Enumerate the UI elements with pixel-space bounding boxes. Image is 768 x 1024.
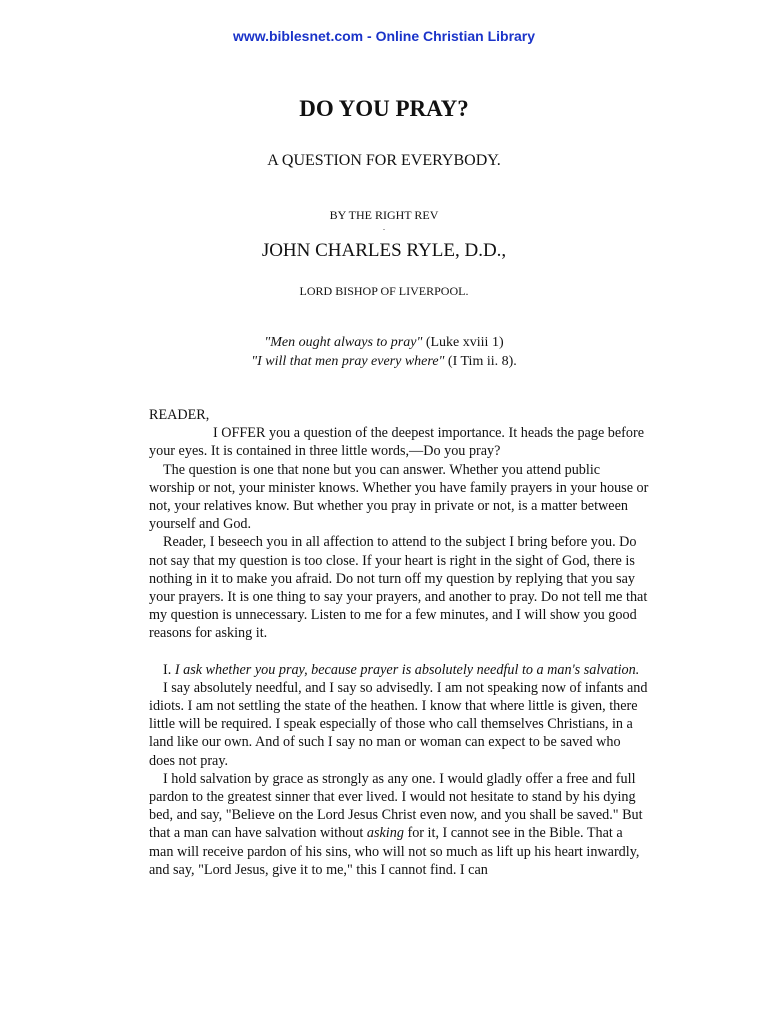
author-name: JOHN CHARLES RYLE, D.D., — [261, 240, 507, 261]
epigraph-ref: (I Tim ii. 8). — [444, 354, 517, 369]
section-heading — [149, 661, 649, 679]
paragraph — [149, 424, 649, 460]
paragraph-text: for it, I cannot see in the Bible. That a man will receive pardon of his sins, who will not so much as lift up his heart inwardly, and say, "Lord Jesus, give it to me," this I cannot find. I can — [149, 825, 640, 878]
paragraph: The question is one that none but you can answer. Whether you attend public worship or not, your minister knows. Whether you have family prayers in your house or not, your relatives know. But whether you pray in private or not, is a matter between yourself and God. — [149, 461, 649, 533]
author-office: LORD BISHOP OF LIVERPOOL. — [299, 284, 469, 298]
paragraph-text: I hold salvation by grace as strongly as any one. I would gladly offer a free and full pardon to the greatest sinner that ever lived. I would not hesitate to stand by his dying bed, and say, "Believe on the Lord Jesus Christ even now, and you shall be saved." But that a man can have salvation without — [149, 770, 643, 842]
epigraphs — [0, 333, 768, 371]
epigraph-quote: "Men ought always to pray" — [264, 335, 423, 350]
epigraph-1 — [0, 333, 768, 352]
emphasis: asking — [366, 825, 404, 842]
epigraph-ref: (Luke xviii 1) — [422, 335, 504, 350]
byline: BY THE RIGHT REV — [329, 208, 439, 222]
paragraph-text: I OFFER you a question of the deepest importance. It heads the page before your eyes. It is contained in three little words,—Do you pray? — [149, 425, 645, 460]
section-heading-text: I ask whether you pray, because prayer is absolutely needful to a man's salvation. — [174, 661, 640, 678]
salutation: READER, — [149, 407, 210, 423]
epigraph-2 — [0, 352, 768, 371]
epigraph-quote: "I will that men pray every where" — [251, 354, 445, 369]
paragraph: I say absolutely needful, and I say so advisedly. I am not speaking now of infants and idiots. I am not settling the state of the heathen. I know that where little is given, there little will be required. I speak especially of those who call themselves Christians, in a land like our own. And of such I say no man or woman can expect to be saved who does not pray. — [149, 679, 648, 769]
section-number: I. — [163, 661, 175, 678]
page-title: DO YOU PRAY? — [299, 96, 469, 121]
subtitle: A QUESTION FOR EVERYBODY. — [267, 152, 501, 169]
body-text — [149, 406, 649, 879]
paragraph — [149, 770, 649, 879]
paragraph: Reader, I beseech you in all affection to attend to the subject I bring before you. Do not say that my question is too close. If your heart is right in the sight of God, there is nothing in it to make you afraid. Do not turn off my question by replying that you say your prayers. It is one thing to say your prayers, and another to pray. Do not tell me that my question is unnecessary. Listen to me for a few minutes, and I will show you good reasons for asking it. — [149, 534, 648, 642]
header-site-link[interactable]: www.biblesnet.com - Online Christian Library — [232, 28, 536, 44]
spacer — [149, 643, 649, 661]
byline-mark: . — [383, 223, 385, 232]
